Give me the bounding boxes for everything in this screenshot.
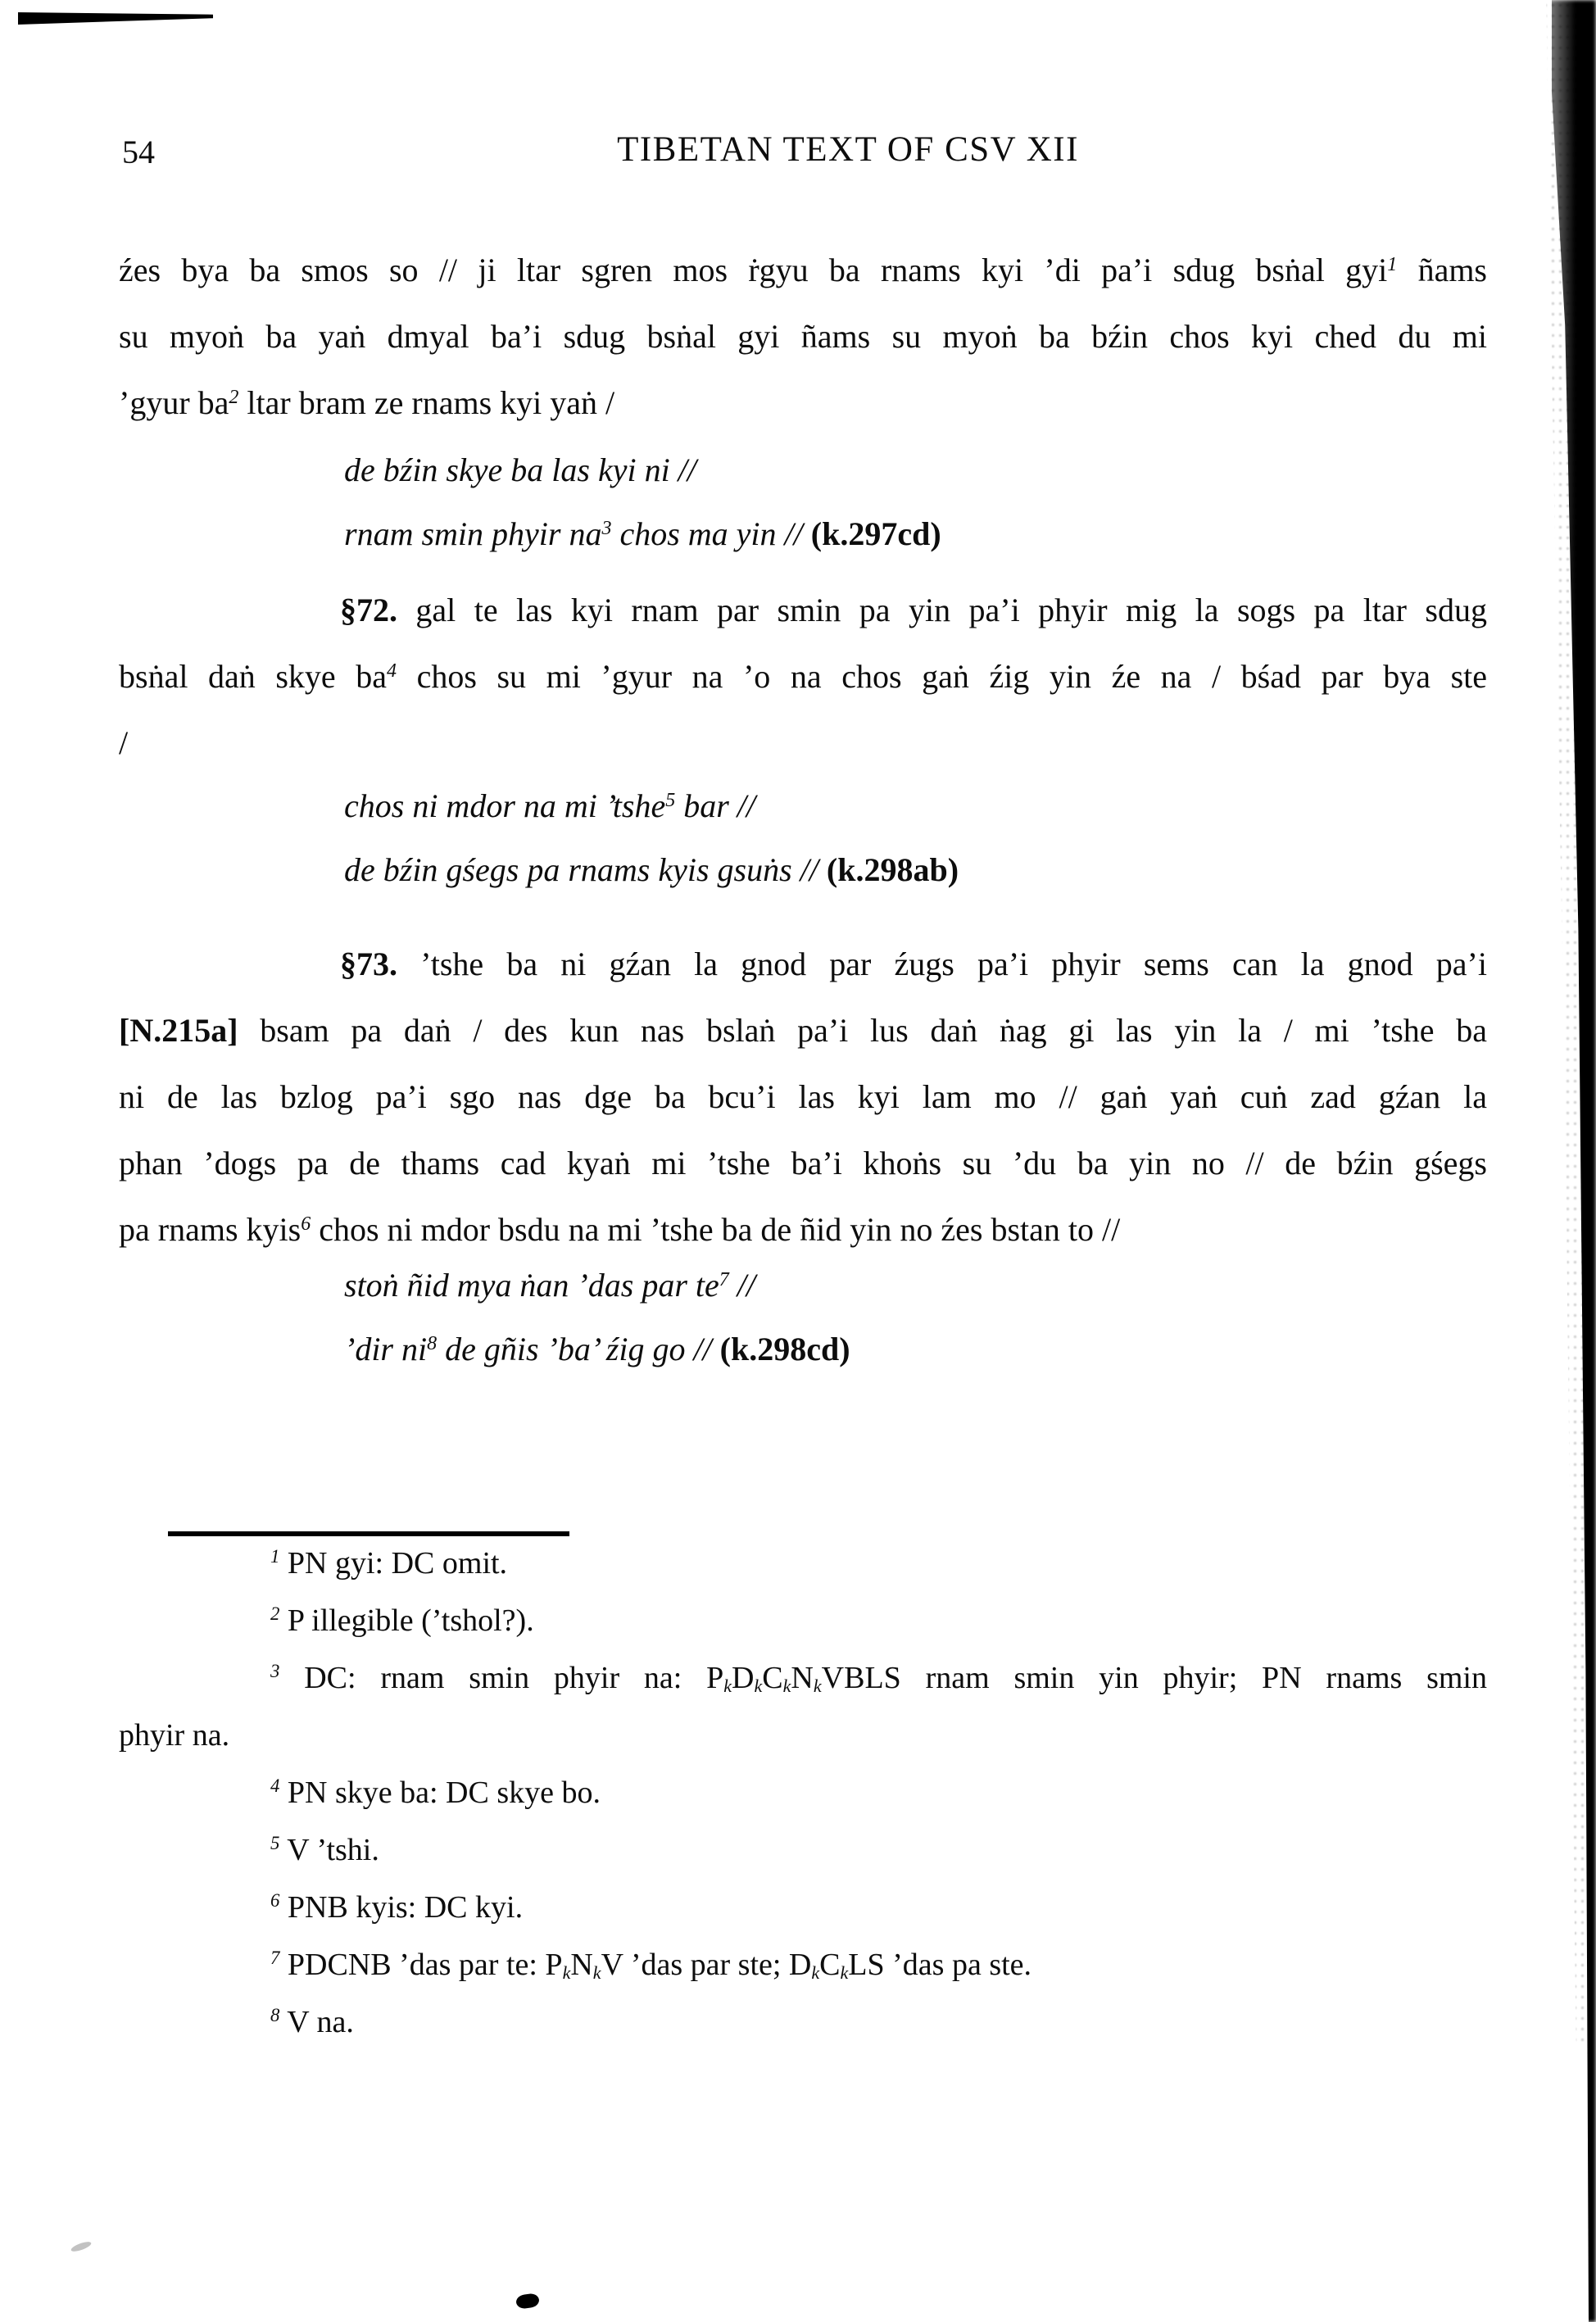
text-segment: 4 <box>270 1776 280 1797</box>
text-segment: gal te las kyi rnam par smin pa yin pa’i phyir mig la sogs pa ltar sdug <box>397 592 1487 628</box>
text-line <box>119 1764 1487 1821</box>
text-line <box>344 438 1596 502</box>
text-segment: k <box>840 1961 849 1983</box>
text-segment: stoṅ ñid mya ṅan ’das par te <box>344 1267 719 1304</box>
text-segment: PN gyi: DC omit. <box>279 1546 508 1581</box>
paragraph-73 <box>119 931 1487 1263</box>
paragraph-continuation <box>119 237 1487 436</box>
text-segment: chos ma yin // <box>611 515 811 552</box>
text-segment: PNB kyis: DC kyi. <box>279 1890 524 1925</box>
text-segment: chos ni mdor na mi ’tshe <box>344 787 666 824</box>
text-segment: pa rnams kyis <box>119 1211 302 1248</box>
text-segment: 8 <box>427 1332 438 1354</box>
text-line <box>119 370 1487 436</box>
text-line <box>119 1936 1487 1993</box>
text-segment: / <box>119 724 129 761</box>
text-segment: 3 <box>601 517 612 539</box>
text-segment: 8 <box>270 2005 280 2026</box>
scan-artifact-top-bar <box>18 12 213 25</box>
text-segment: 7 <box>270 1948 280 1969</box>
verse-k297cd <box>119 438 1596 566</box>
text-segment: k <box>592 1961 601 1983</box>
text-segment: chos su mi ’gyur na ’o na chos gaṅ źig yin źe na / bśad par bya ste <box>397 658 1487 695</box>
text-segment: (k.297cd) <box>810 515 941 552</box>
text-line <box>119 1535 1487 1592</box>
text-segment: LS ’das pa ste. <box>848 1948 1032 1982</box>
text-segment: V ’tshi. <box>279 1833 379 1867</box>
text-segment: de bźin skye ba las kyi ni // <box>344 451 696 488</box>
text-segment: su myoṅ ba yaṅ dmyal ba’i sdug bsṅal gyi ñams su myoṅ ba bźin chos kyi ched du mi <box>119 318 1487 355</box>
text-segment: k <box>813 1675 822 1696</box>
text-line <box>119 1063 1487 1130</box>
text-segment: 1 <box>1387 253 1398 275</box>
text-segment: 2 <box>229 386 239 408</box>
scan-artifact-corner-mark <box>70 2240 92 2253</box>
text-line <box>119 1130 1487 1196</box>
text-segment: (k.298cd) <box>719 1331 850 1367</box>
verse-k298ab <box>119 774 1596 902</box>
text-line <box>119 1821 1487 1879</box>
text-line <box>344 1254 1596 1317</box>
text-segment: 7 <box>719 1268 729 1290</box>
text-segment: 3 <box>270 1661 280 1682</box>
text-segment: phan ’dogs pa de thams cad kyaṅ mi ’tshe ba’i khoṅs su ’du ba yin no // de bźin gśegs <box>119 1145 1487 1181</box>
text-segment: §72. <box>340 592 397 628</box>
text-line <box>119 1879 1487 1936</box>
text-segment: N <box>570 1948 593 1982</box>
text-segment: ñams <box>1397 252 1487 288</box>
text-segment: k <box>562 1961 571 1983</box>
text-segment: PDCNB ’das par te: P <box>279 1948 563 1982</box>
scan-artifact-right-edge-speckle <box>1542 0 1585 2048</box>
text-segment: P illegible (’tshol?). <box>279 1603 534 1638</box>
text-line <box>344 502 1596 566</box>
text-line <box>119 303 1487 370</box>
verse-k298cd <box>119 1254 1596 1381</box>
text-segment: 5 <box>270 1833 280 1854</box>
text-segment: C <box>819 1948 841 1982</box>
text-segment: k <box>723 1675 732 1696</box>
page-header-title: TIBETAN TEXT OF CSV XII <box>617 130 1079 169</box>
text-segment: (k.298ab) <box>826 851 959 888</box>
text-segment: chos ni mdor bsdu na mi ’tshe ba de ñid yin no źes bstan to // <box>311 1211 1121 1248</box>
text-segment: V ’das par ste; D <box>601 1948 812 1982</box>
text-line <box>344 838 1596 902</box>
text-segment: VBLS rnam smin yin phyir; PN rnams smin <box>821 1661 1487 1695</box>
text-segment: ’dir ni <box>344 1331 428 1367</box>
text-segment: C <box>762 1661 783 1695</box>
text-line <box>119 1993 1487 2051</box>
text-segment: D <box>732 1661 755 1695</box>
text-segment: 4 <box>387 660 397 682</box>
text-line <box>119 1707 1487 1764</box>
text-segment: PN skye ba: DC skye bo. <box>279 1776 601 1810</box>
text-segment: DC: rnam smin phyir na: P <box>279 1661 724 1695</box>
text-line <box>119 1649 1487 1707</box>
text-segment: k <box>782 1675 791 1696</box>
text-line <box>119 710 1487 776</box>
text-segment: 6 <box>270 1890 280 1912</box>
text-line <box>119 643 1487 710</box>
page-header <box>119 129 1487 187</box>
text-line <box>119 931 1487 997</box>
text-line <box>119 577 1487 643</box>
text-segment: de bźin gśegs pa rnams kyis gsuṅs // <box>344 851 827 888</box>
page-number: 54 <box>122 134 155 170</box>
text-line <box>344 774 1596 838</box>
text-segment: k <box>811 1961 820 1983</box>
text-segment: de gñis ’ba’ źig go // <box>437 1331 720 1367</box>
text-segment: 2 <box>270 1603 280 1625</box>
text-segment: 6 <box>301 1213 311 1235</box>
text-segment: ltar bram ze rnams kyi yaṅ / <box>238 384 615 421</box>
text-segment: bsṅal daṅ skye ba <box>119 658 387 695</box>
text-segment: ni de las bzlog pa’i sgo nas dge ba bcu’i las kyi lam mo // gaṅ yaṅ cuṅ zad gźan la <box>119 1078 1487 1115</box>
text-segment: rnam smin phyir na <box>344 515 602 552</box>
text-line <box>119 237 1487 303</box>
text-segment: // <box>728 1267 755 1304</box>
text-segment: k <box>754 1675 763 1696</box>
footnotes <box>119 1535 1487 2051</box>
text-segment: [N.215a] <box>119 1012 238 1049</box>
text-segment: bar // <box>675 787 756 824</box>
text-segment: bsam pa daṅ / des kun nas bslaṅ pa’i lus daṅ ṅag gi las yin la / mi ’tshe ba <box>238 1012 1487 1049</box>
text-line <box>119 997 1487 1063</box>
text-segment: 5 <box>665 789 676 811</box>
text-segment: źes bya ba smos so // ji ltar sgren mos ṙgyu ba rnams kyi ’di pa’i sdug bsṅal gyi <box>119 252 1388 288</box>
scan-artifact-bottom-mark <box>515 2293 540 2310</box>
text-segment: 1 <box>270 1546 280 1567</box>
text-line <box>344 1317 1596 1381</box>
text-segment: ’tshe ba ni gźan la gnod par źugs pa’i phyir sems can la gnod pa’i <box>397 946 1487 982</box>
text-segment: §73. <box>340 946 397 982</box>
text-segment: N <box>791 1661 814 1695</box>
text-line <box>119 1592 1487 1649</box>
text-segment: V na. <box>279 2005 354 2039</box>
text-segment: ’gyur ba <box>119 384 229 421</box>
text-line <box>119 1196 1487 1263</box>
text-segment: phyir na. <box>119 1718 230 1753</box>
paragraph-72 <box>119 577 1487 776</box>
